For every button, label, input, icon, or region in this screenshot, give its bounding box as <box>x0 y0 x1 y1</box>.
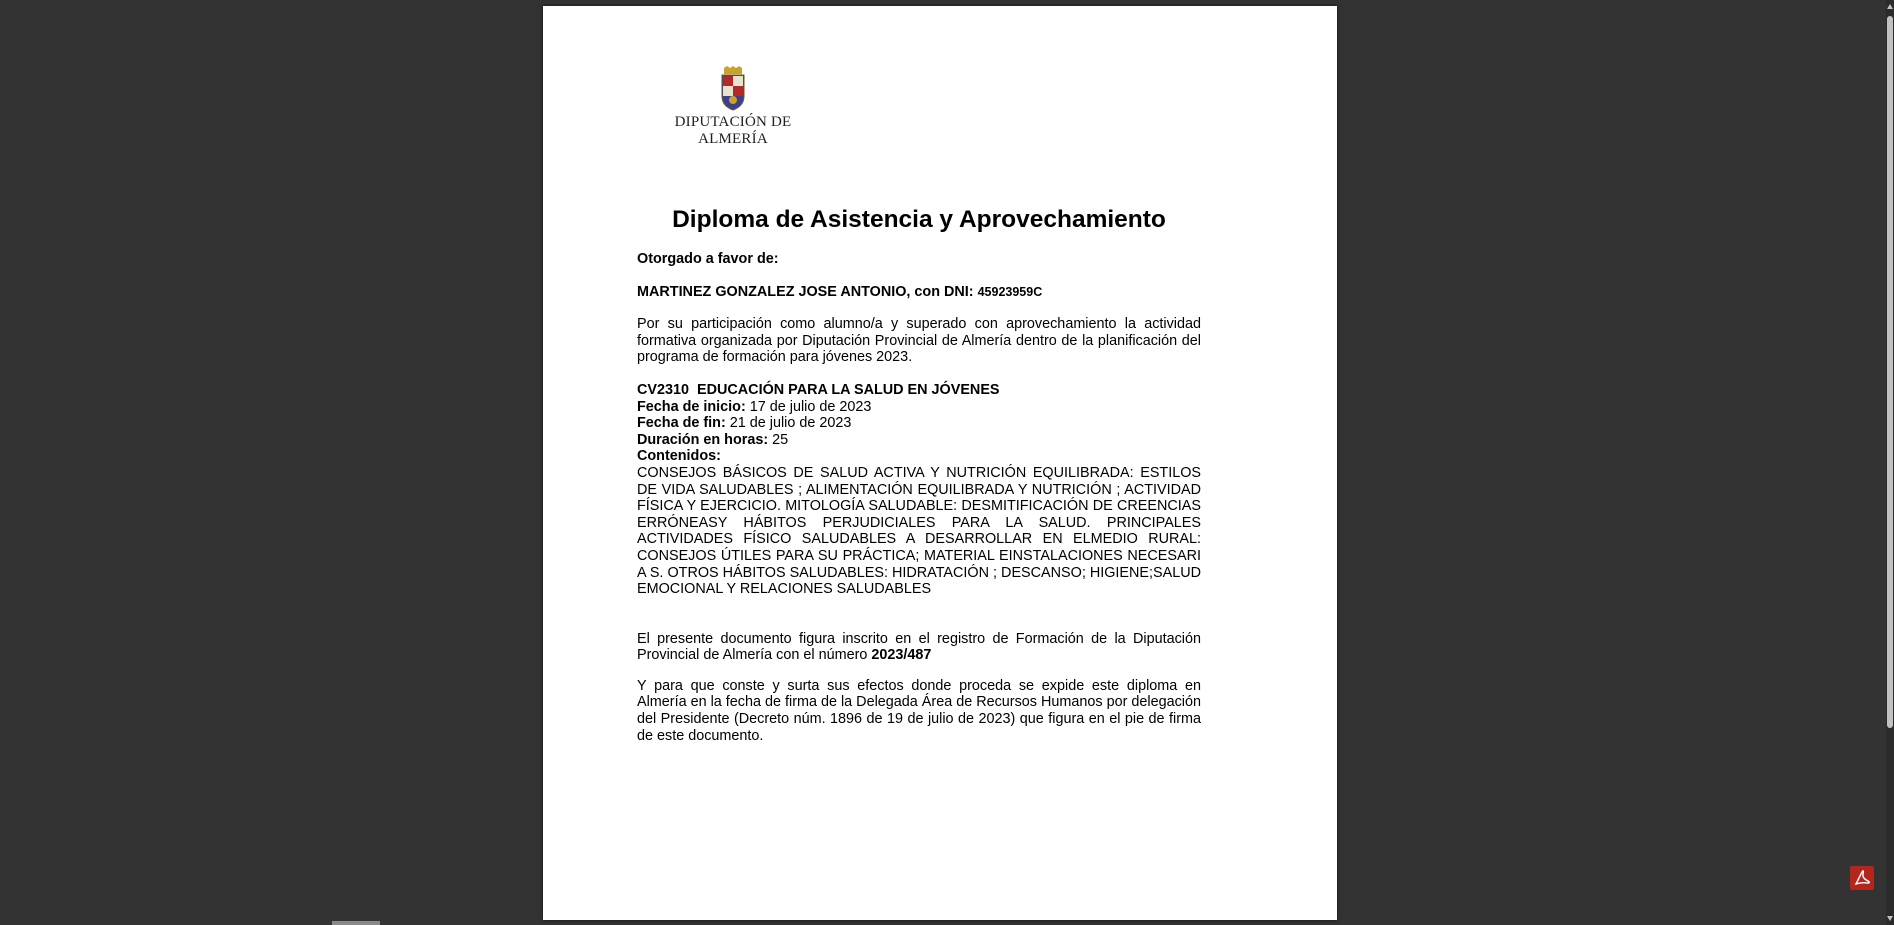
scroll-down-icon[interactable] <box>1887 916 1893 921</box>
contents-label: Contenidos: <box>637 448 721 465</box>
horizontal-scroll-thumb[interactable] <box>332 921 380 925</box>
start-date-label: Fecha de inicio: <box>637 398 746 415</box>
header-logo <box>641 66 825 148</box>
start-date-value: 17 de julio de 2023 <box>749 398 872 415</box>
awarded-to-label: Otorgado a favor de: <box>637 251 779 267</box>
course-title: EDUCACIÓN PARA LA SALUD EN JÓVENES <box>697 381 1000 398</box>
vertical-scrollbar[interactable] <box>1886 0 1894 925</box>
scroll-up-icon[interactable] <box>1887 4 1893 9</box>
end-date-label: Fecha de fin: <box>637 415 726 432</box>
registry-text: El presente documento figura inscrito en el registro de Formación de la Diputación Provincial de Almería con el número <box>637 630 1201 664</box>
document-page <box>543 6 1337 920</box>
hours-line <box>637 432 1201 449</box>
contents-text: CONSEJOS BÁSICOS DE SALUD ACTIVA Y NUTRICIÓN EQUILIBRADA: ESTILOS DE VIDA SALUDABLES ; ALIMENTACIÓN EQUILIBRADA Y NUTRICIÓN ; ACTIVIDAD FÍSICA Y EJERCICIO. MITOLOGÍA SALUDABLE: DESMITIFICACIÓN DE CREENCIAS ERRÓNEASY HÁBITOS PERJUDICIALES PARA LA SALUD. PRINCIPALES ACTIVIDADES FÍSICO SALUDABLES A DESARROLLAR EN ELMEDIO RURAL: CONSEJOS ÚTILES PARA SU PRÁCTICA; MATERIAL EINSTALACIONES NECESARI A S. OTROS HÁBITOS SALUDABLES: HIDRATACIÓN ; DESCANSO; HIGIENE;SALUD EMOCIONAL Y RELACIONES SALUDABLES <box>637 464 1201 598</box>
recipient-line <box>637 284 1201 301</box>
participation-text: Por su participación como alumno/a y superado con aprovechamiento la actividad formativa organizada por Diputación Provincial de Almería dentro de la planificación del programa de formación para jóvenes 2023. <box>637 316 1201 366</box>
course-heading <box>637 382 1201 399</box>
closing-text: Y para que conste y surta sus efectos donde proceda se expide este diploma en Almería en la fecha de firma de la Delegada Área de Recursos Humanos por delegación del Presidente (Decreto núm. 1896 de 19 de julio de 2023) que figura en el pie de firma de este documento. <box>637 677 1201 744</box>
organization-name: DIPUTACIÓN DE ALMERÍA <box>674 114 792 147</box>
registry-paragraph <box>637 631 1201 664</box>
end-date-line <box>637 415 1201 432</box>
registry-number: 2023/487 <box>871 647 932 664</box>
hours-value: 25 <box>772 431 789 448</box>
scroll-thumb[interactable] <box>1887 16 1893 728</box>
recipient-dni: 45923959C <box>977 284 1043 299</box>
diploma-title: Diploma de Asistencia y Aprovechamiento <box>672 206 1166 233</box>
coat-of-arms-icon <box>719 66 747 112</box>
diploma-body <box>637 206 1201 744</box>
end-date-value: 21 de julio de 2023 <box>729 415 852 432</box>
recipient-name: MARTINEZ GONZALEZ JOSE ANTONIO, con DNI: <box>637 283 974 300</box>
course-code: CV2310 <box>637 381 690 398</box>
hours-label: Duración en horas: <box>637 431 769 448</box>
pdf-icon[interactable] <box>1850 866 1874 890</box>
start-date-line <box>637 399 1201 416</box>
